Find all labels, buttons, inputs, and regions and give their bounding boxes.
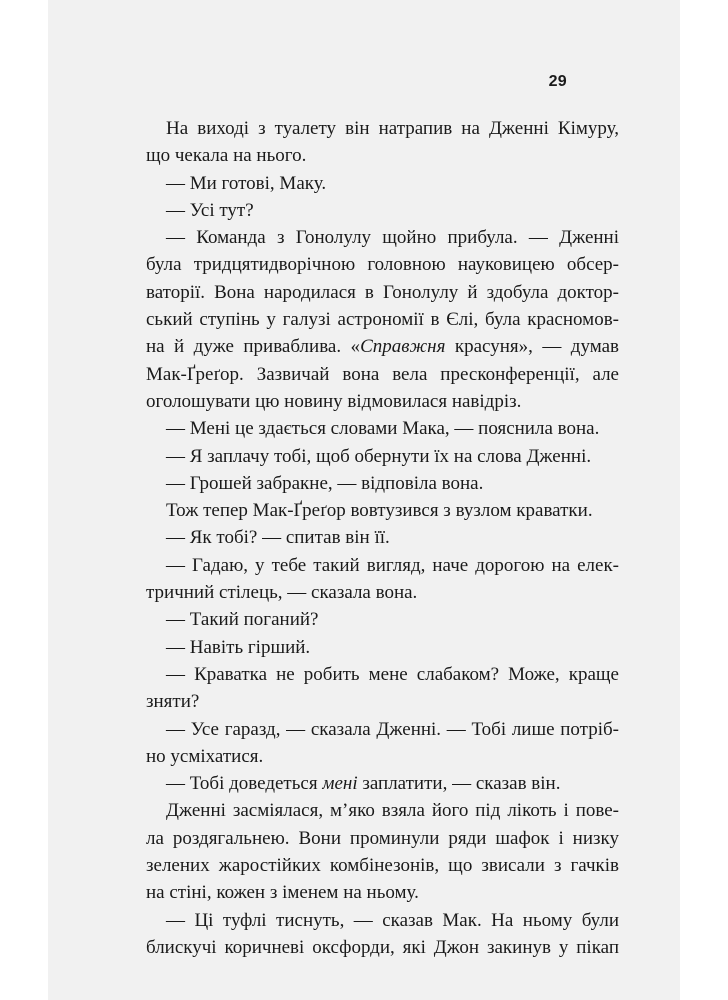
text-line <box>146 333 619 360</box>
text-line: — Ми готові, Маку. <box>166 172 327 194</box>
text-line: Тож тепер Мак-Ґреґор вовтузився з вузлом краватки. <box>166 500 593 522</box>
text-span: заплатити, — сказав він. <box>357 773 561 795</box>
book-page <box>48 0 680 1000</box>
text-span: красуня», — думав <box>445 336 619 358</box>
text-line: на стіні, кожен з іменем на ньому. <box>146 882 419 904</box>
text-line: На виході з туалету він натрапив на Дженні Кімуру, <box>166 118 619 139</box>
text-line: що чекала на нього. <box>146 145 307 167</box>
text-line: — Гадаю, у тебе такий вигляд, наче дорогою на елек- <box>166 554 619 576</box>
text-line <box>146 770 619 797</box>
text-line: — Я заплачу тобі, щоб обернути їх на слова Дженні. <box>166 445 592 467</box>
text-line: — Краватка не робить мене слабаком? Може, краще <box>166 663 619 685</box>
italic-span: мені <box>322 773 358 795</box>
body-text <box>146 115 619 961</box>
text-line: — Такий поганий? <box>166 609 319 631</box>
text-line: ський ступінь у галузі астрономії в Єлі, була красномов- <box>146 309 619 331</box>
text-line: зелених жаростійких комбінезонів, що звисали з гачків <box>146 855 619 877</box>
text-line: — Команда з Гонолулу щойно прибула. — Дженні <box>166 227 619 249</box>
text-line: — Ці туфлі тиснуть, — сказав Мак. На ньому були <box>166 909 619 931</box>
text-span: — Тобі доведеться <box>166 773 323 795</box>
text-line: — Усі тут? <box>166 199 254 221</box>
text-line: ла роздягальнею. Вони проминули ряди шафок і низку <box>146 827 619 849</box>
text-line: оголошувати цю новину відмовилася навідріз. <box>146 390 522 412</box>
text-line: зняти? <box>146 691 200 713</box>
text-line: но усміхатися. <box>146 745 264 767</box>
text-line: Мак-Ґреґор. Зазвичай вона вела пресконференції, але <box>146 363 619 385</box>
text-line: ваторії. Вона народилася в Гонолулу й здобула доктор- <box>146 281 619 303</box>
text-line: Дженні засміялася, м’яко взяла його під лікоть і пове- <box>166 800 619 822</box>
text-line: — Грошей забракне, — відповіла вона. <box>166 472 484 494</box>
text-line: — Усе гаразд, — сказала Дженні. — Тобі лише потріб- <box>166 718 619 740</box>
page-number: 29 <box>548 73 567 90</box>
text-line: блискучі коричневі оксфорди, які Джон закинув у пікап <box>146 936 619 958</box>
text-line: — Навіть гірший. <box>166 636 311 658</box>
text-line: — Як тобі? — спитав він її. <box>166 527 390 549</box>
text-line: тричний стілець, — сказала вона. <box>146 582 418 604</box>
text-span: на й дуже приваблива. « <box>146 336 361 358</box>
text-line: — Мені це здається словами Мака, — пояснила вона. <box>166 418 600 440</box>
italic-span: Справжня <box>360 336 446 358</box>
text-line: була тридцятидворічною головною науковицею обсер- <box>146 254 619 276</box>
